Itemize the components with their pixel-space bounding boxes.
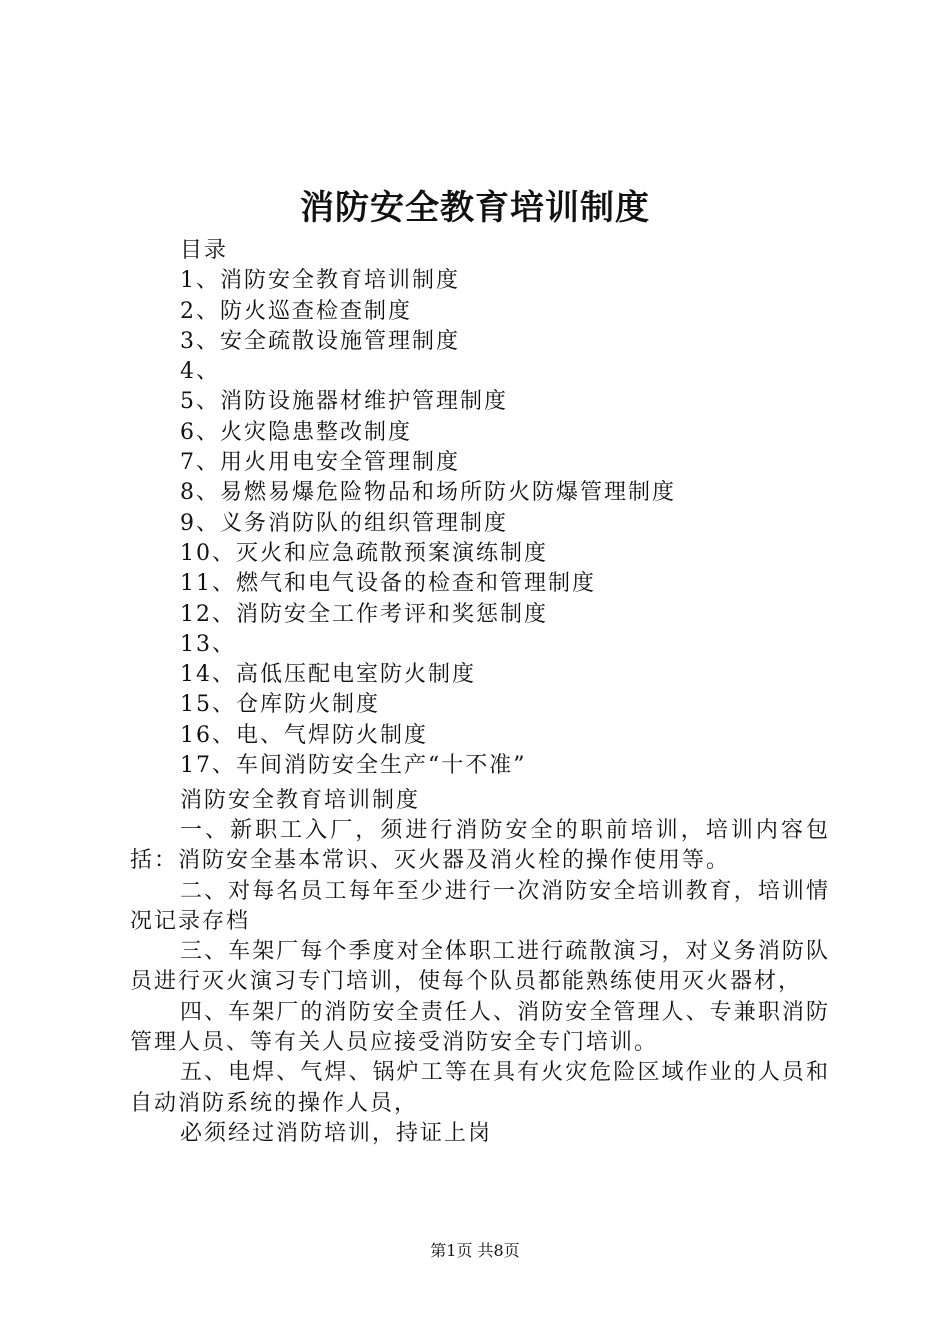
toc-item: 1、消防安全教育培训制度 [180,268,460,294]
page-footer: 第1页 共8页 [430,1241,520,1260]
table-of-contents [180,236,860,781]
toc-item: 10、灭火和应急疏散预案演练制度 [180,540,548,566]
toc-item: 8、易燃易爆危险物品和场所防火防爆管理制度 [180,480,676,506]
toc-item: 16、电、气焊防火制度 [180,722,428,748]
toc-item: 13、 [180,631,236,657]
toc-item: 12、消防安全工作考评和奖惩制度 [180,601,548,627]
body-text [130,816,830,1149]
paragraph: 五、电焊、气焊、锅炉工等在具有火灾危险区域作业的人员和自动消防系统的操作人员， [130,1060,830,1116]
document-title: 消防安全教育培训制度 [300,188,650,228]
toc-item: 7、用火用电安全管理制度 [180,450,460,476]
toc-item: 3、安全疏散设施管理制度 [180,328,460,354]
toc-item: 14、高低压配电室防火制度 [180,662,476,688]
toc-heading: 目录 [180,238,229,263]
toc-item: 6、火灾隐患整改制度 [180,419,412,445]
toc-item: 17、车间消防安全生产“十不准” [180,753,527,779]
toc-item: 11、燃气和电气设备的检查和管理制度 [180,571,596,597]
toc-item: 4、 [180,359,220,385]
paragraph: 一、新职工入厂，须进行消防安全的职前培训，培训内容包括：消防安全基本常识、灭火器及消火栓的操作使用等。 [130,818,830,874]
paragraph: 二、对每名员工每年至少进行一次消防安全培训教育，培训情况记录存档 [130,878,830,934]
section-title: 消防安全教育培训制度 [180,788,421,813]
toc-item: 5、消防设施器材维护管理制度 [180,389,508,415]
paragraph: 三、车架厂每个季度对全体职工进行疏散演习，对义务消防队员进行灭火演习专门培训，使每个队员都能熟练使用灭火器材， [130,939,830,995]
toc-item: 9、义务消防队的组织管理制度 [180,510,508,536]
toc-item: 2、防火巡查检查制度 [180,298,412,324]
toc-item: 15、仓库防火制度 [180,692,380,718]
paragraph: 四、车架厂的消防安全责任人、消防安全管理人、专兼职消防管理人员、等有关人员应接受消防安全专门培训。 [130,999,830,1056]
paragraph: 必须经过消防培训，持证上岗 [180,1120,493,1146]
